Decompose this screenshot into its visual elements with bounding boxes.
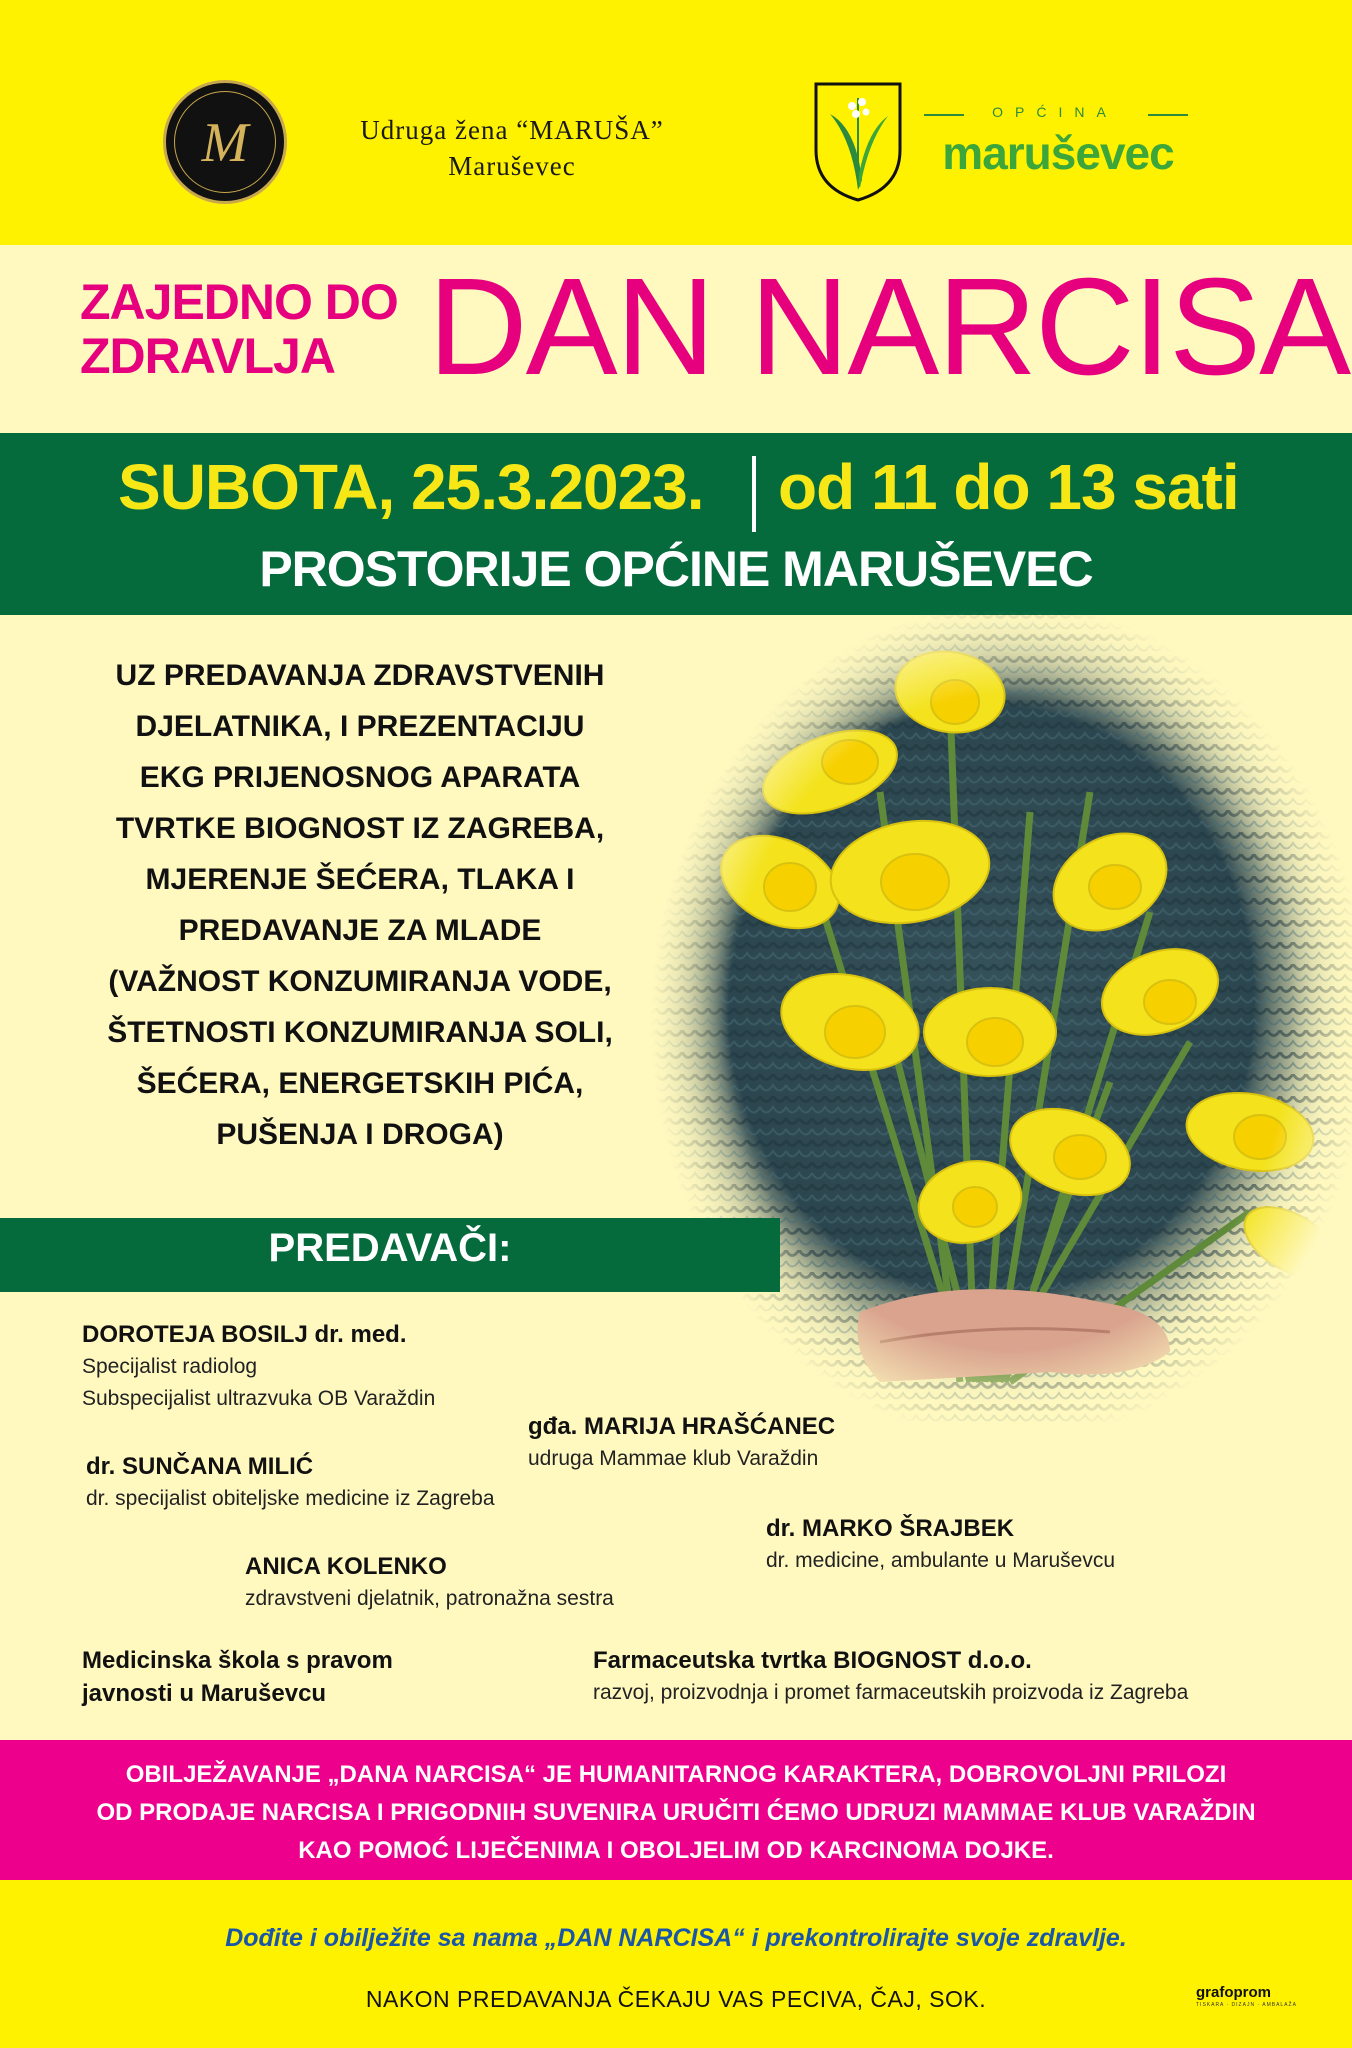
refreshments-text: NAKON PREDAVANJA ČEKAJU VAS PECIVA, ČAJ, SOK.	[365, 1986, 987, 2012]
speaker-kolenko	[245, 1550, 614, 1615]
description-line: DJELATNIKA, I PREZENTACIJU	[135, 710, 585, 743]
udruga-name	[312, 112, 712, 184]
speaker-name: Medicinska škola s pravom	[82, 1647, 393, 1674]
udruga-name-line2: Maruševec	[448, 151, 576, 181]
opcina-name: maruševec	[942, 127, 1174, 179]
date-time-divider	[752, 456, 756, 532]
invitation-text: Dođite i obilježite sa nama „DAN NARCISA“ i prekontrolirajte svoje zdravlje.	[225, 1924, 1127, 1952]
speaker-name: ANICA KOLENKO	[245, 1553, 447, 1580]
speaker-role: dr. specijalist obiteljske medicine iz Zagreba	[86, 1487, 495, 1510]
speaker-bosilj	[82, 1318, 435, 1415]
speaker-hrascanec	[528, 1410, 835, 1475]
speaker-role: zdravstveni djelatnik, patronažna sestra	[245, 1587, 614, 1610]
zajedno-line2: ZDRAVLJA	[80, 328, 335, 384]
speaker-name: DOROTEJA BOSILJ dr. med.	[82, 1321, 407, 1348]
speaker-biognost	[593, 1644, 1188, 1709]
speaker-role: razvoj, proizvodnja i promet farmaceutskih proizvoda iz Zagreba	[593, 1681, 1189, 1704]
description-line: ŠEĆERA, ENERGETSKIH PIĆA,	[136, 1067, 584, 1100]
speakers-title: PREDAVAČI:	[268, 1226, 512, 1270]
description-line: PREDAVANJE ZA MLADE	[178, 914, 542, 947]
description-line: (VAŽNOST KONZUMIRANJA VODE,	[108, 965, 612, 998]
event-date: SUBOTA, 25.3.2023.	[118, 451, 704, 523]
description-line: EKG PRIJENOSNOG APARATA	[139, 761, 581, 794]
logo-monogram: M	[201, 112, 249, 174]
speaker-role: Subspecijalist ultrazvuka OB Varaždin	[82, 1387, 436, 1410]
event-description	[60, 650, 660, 1160]
notice-line: OBILJEŽAVANJE „DANA NARCISA“ JE HUMANITARNOG KARAKTERA, DOBROVOLJNI PRILOZI	[125, 1761, 1227, 1788]
description-line: MJERENJE ŠEĆERA, TLAKA I	[145, 863, 575, 896]
speaker-srajbek	[766, 1512, 1115, 1577]
printer-logo: grafoprom	[1196, 1984, 1271, 2001]
printer-tagline: TISKARA · DIZAJN · AMBALAŽA	[1196, 2002, 1297, 2008]
speaker-name: dr. MARKO ŠRAJBEK	[766, 1515, 1015, 1542]
zajedno-line1: ZAJEDNO DO	[80, 274, 398, 330]
event-time: od 11 do 13 sati	[778, 451, 1239, 523]
description-line: ŠTETNOSTI KONZUMIRANJA SOLI,	[107, 1016, 613, 1049]
footer-bar	[0, 1880, 1352, 2048]
daffodil-photo	[630, 612, 1352, 1422]
speaker-name: javnosti u Maruševcu	[82, 1680, 327, 1707]
udruga-name-line1: Udruga žena “MARUŠA”	[360, 115, 664, 145]
main-title: DAN NARCISA	[428, 250, 1350, 404]
description-line: PUŠENJA I DROGA)	[216, 1118, 504, 1151]
notice-line: KAO POMOĆ LIJEČENIMA I OBOLJELIM OD KARCINOMA DOJKE.	[298, 1837, 1054, 1864]
speaker-role: udruga Mammae klub Varaždin	[528, 1447, 819, 1470]
speaker-role: dr. medicine, ambulante u Maruševcu	[766, 1549, 1116, 1572]
opcina-label: OPĆINA	[992, 104, 1118, 120]
speaker-medicinska-skola	[82, 1644, 393, 1710]
humanitarian-notice	[40, 1756, 1312, 1870]
zajedno-do-zdravlja	[80, 275, 410, 383]
speaker-milic	[86, 1450, 495, 1515]
description-line: TVRTKE BIOGNOST IZ ZAGREBA,	[115, 812, 605, 845]
udruga-logo	[163, 80, 287, 204]
notice-line: OD PRODAJE NARCISA I PRIGODNIH SUVENIRA URUČITI ĆEMO UDRUZI MAMMAE KLUB VARAŽDIN	[96, 1799, 1256, 1826]
speaker-role: Specijalist radiolog	[82, 1355, 258, 1378]
speaker-name: gđa. MARIJA HRAŠĆANEC	[528, 1413, 836, 1440]
opcina-crest-icon	[812, 80, 904, 204]
description-line: UZ PREDAVANJA ZDRAVSTVENIH	[115, 659, 605, 692]
event-location: PROSTORIJE OPĆINE MARUŠEVEC	[259, 541, 1093, 597]
speaker-name: dr. SUNČANA MILIĆ	[86, 1453, 314, 1480]
speaker-name: Farmaceutska tvrtka BIOGNOST d.o.o.	[593, 1647, 1032, 1674]
